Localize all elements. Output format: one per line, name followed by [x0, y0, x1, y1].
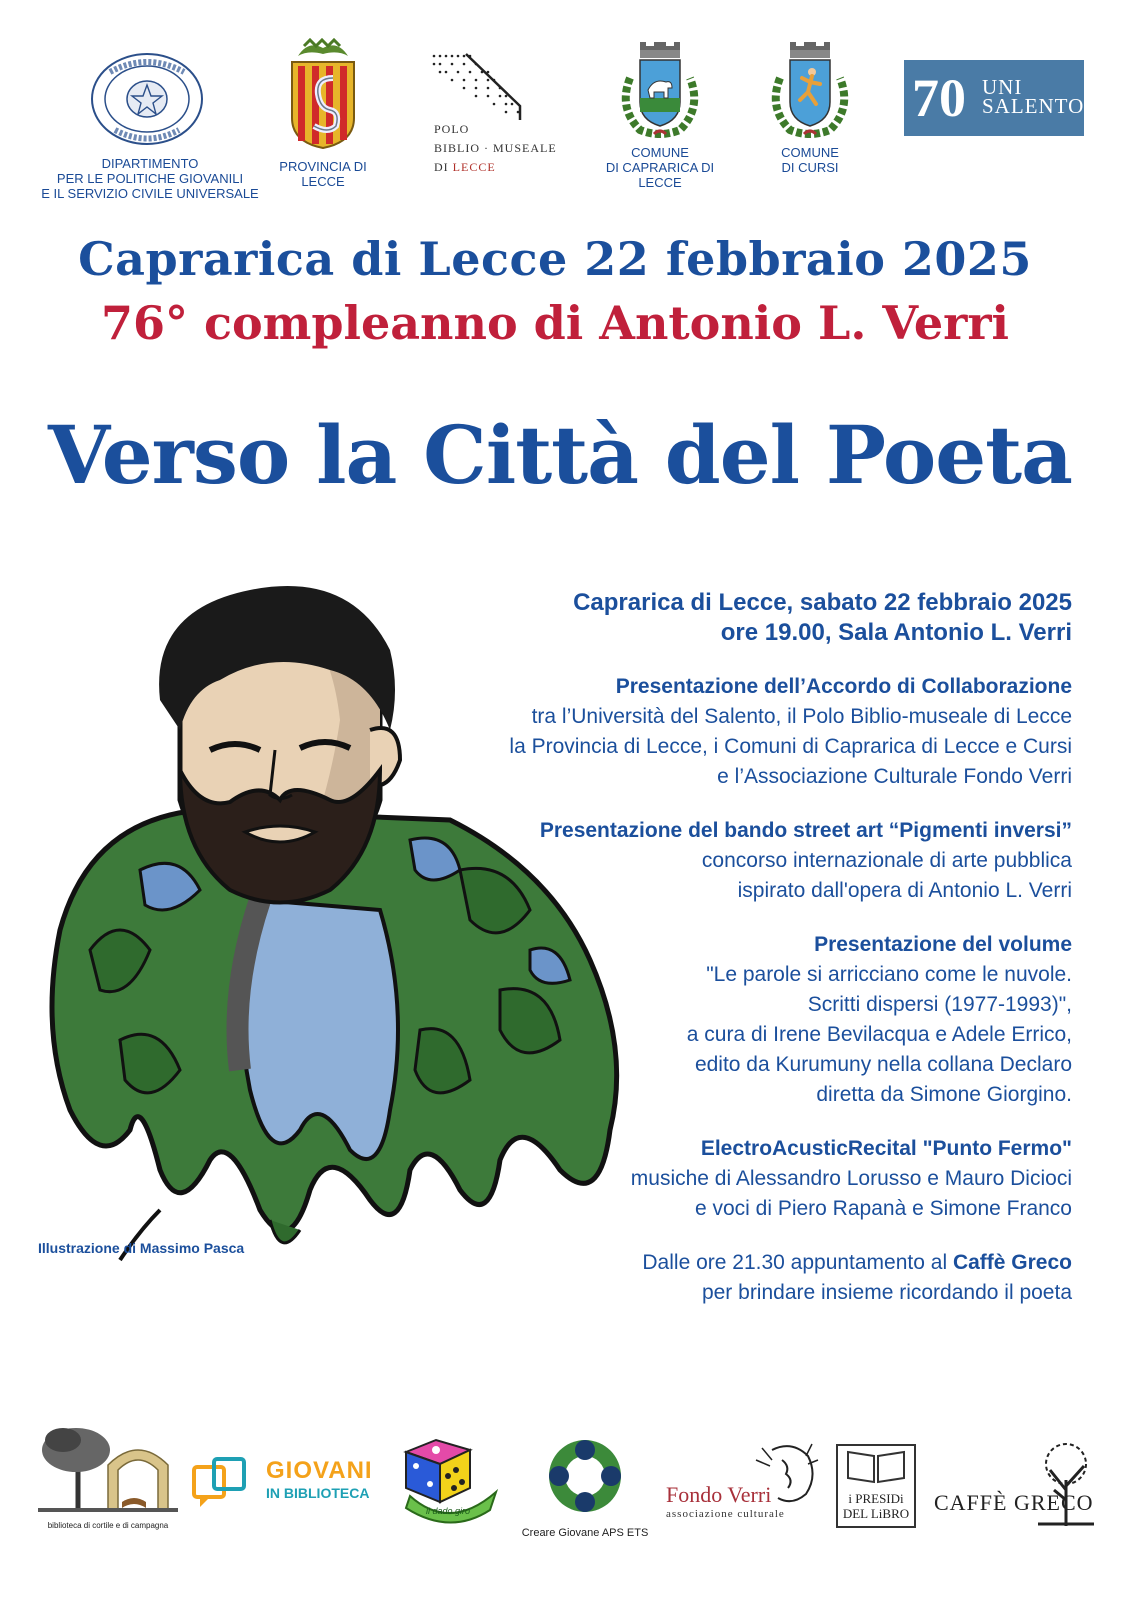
program-block-heading: Presentazione del bando street art “Pigmenti inversi”: [539, 819, 1072, 842]
polo-caption-3: DI LECCE: [434, 160, 496, 174]
closing-line-1: Dalle ore 21.30 appuntamento al Caffè Greco: [642, 1251, 1072, 1274]
presidenza-caption-2: PER LE POLITICHE GIOVANILI: [56, 171, 244, 186]
book-icon: [838, 1446, 914, 1486]
logo-provincia-lecce: [258, 38, 388, 189]
dado-caption: il dado giro: [426, 1506, 471, 1516]
presidi-line-2: DEL LiBRO: [842, 1506, 910, 1521]
logo-presidi-del-libro: [836, 1444, 916, 1528]
polo-caption-2: BIBLIO · MUSEALE: [434, 141, 557, 155]
program-line: diretta da Simone Giorgino.: [816, 1083, 1072, 1106]
program-line: a cura di Irene Bevilacqua e Adele Errico,: [686, 1023, 1072, 1046]
logo-presidenza: [30, 52, 270, 201]
capr-caption-2: DI CAPRARICA DI LECCE: [605, 160, 715, 190]
cursi-caption-1: COMUNE: [781, 145, 839, 160]
program-line: la Provincia di Lecce, i Comuni di Caprarica di Lecce e Cursi: [509, 735, 1072, 758]
program-line: tra l’Università del Salento, il Polo Biblio-museale di Lecce: [531, 705, 1072, 728]
polo-caption-1: POLO: [434, 122, 470, 136]
cursi-caption-2: DI CURSI: [781, 160, 839, 175]
presidi-line-1: i PRESIDi: [848, 1491, 904, 1506]
program-line: edito da Kurumuny nella collana Declaro: [694, 1053, 1072, 1076]
program-block-volume: [412, 930, 1072, 1110]
logo-il-dado-giro: [396, 1436, 504, 1526]
logo-unisalento: [904, 60, 1084, 136]
capr-caption-1: COMUNE: [631, 145, 689, 160]
creare-caption: Creare Giovane APS ETS: [521, 1527, 649, 1539]
logo-comune-caprarica: [585, 38, 735, 190]
program-block-accordo: [412, 672, 1072, 792]
biblioteca-caption: biblioteca di cortile e di campagna: [47, 1521, 169, 1530]
logo-comune-cursi: [760, 38, 860, 175]
caprarica-crest-icon: [610, 38, 710, 140]
top-logo-bar: [0, 0, 1130, 200]
unisalento-line-2: SALENTO: [982, 94, 1085, 118]
presidenza-caption-3: E IL SERVIZIO CIVILE UNIVERSALE: [41, 186, 259, 201]
unisalento-line-1: UNI: [982, 75, 1023, 99]
fondo-verri-name: Fondo Verri: [666, 1482, 772, 1507]
program-line: musiche di Alessandro Lorusso e Mauro Dicioci: [630, 1167, 1072, 1190]
fondo-verri-sub: associazione culturale: [666, 1508, 785, 1520]
program-line: "Le parole si arricciano come le nuvole.: [706, 963, 1072, 986]
program-line: ispirato dall'opera di Antonio L. Verri: [737, 879, 1072, 902]
provincia-caption: PROVINCIA DI LECCE: [279, 159, 367, 189]
caffe-greco-caption: CAFFÈ GRECO: [934, 1490, 1094, 1515]
program-line: concorso internazionale di arte pubblica: [701, 849, 1072, 872]
logo-biblioteca-cortile: [38, 1410, 178, 1528]
chat-bubbles-icon: [190, 1455, 254, 1515]
presidenza-seal-icon: [30, 52, 270, 147]
polo-dots-icon: [430, 48, 530, 122]
program-block-recital: [412, 1134, 1072, 1224]
closing-line-2: per brindare insieme ricordando il poeta: [701, 1281, 1072, 1304]
program-lead-2: ore 19.00, Sala Antonio L. Verri: [720, 619, 1072, 646]
program-block-bando: [412, 816, 1072, 906]
program-lead-1: Caprarica di Lecce, sabato 22 febbraio 2025: [573, 589, 1072, 616]
logo-fondo-verri: [662, 1440, 830, 1530]
event-program: [412, 588, 1072, 1308]
unisalento-anniversary: 70: [912, 68, 966, 128]
program-line: e l’Associazione Culturale Fondo Verri: [717, 765, 1072, 788]
caffe-greco-name: Caffè Greco: [952, 1251, 1072, 1274]
logo-giovani-in-biblioteca: [190, 1455, 373, 1515]
event-date-heading: Caprarica di Lecce 22 febbraio 2025: [78, 232, 1032, 286]
program-closing: [412, 1248, 1072, 1308]
presidenza-caption-1: DIPARTIMENTO: [101, 156, 199, 171]
provincia-coat-of-arms-icon: [258, 38, 388, 150]
program-block-heading: ElectroAcusticRecital "Punto Fermo": [700, 1137, 1072, 1160]
program-line: e voci di Piero Rapanà e Simone Franco: [694, 1197, 1072, 1220]
giovani-word: GIOVANI: [266, 1457, 373, 1484]
logo-polo-biblio-museale: [430, 48, 570, 177]
birthday-heading: 76° compleanno di Antonio L. Verri: [100, 296, 1010, 350]
page-title: Verso la Città del Poeta: [48, 408, 1072, 502]
in-biblioteca-word: IN BIBLIOTECA: [266, 1485, 370, 1501]
logo-creare-giovane: [512, 1436, 658, 1539]
illustration-credit: Illustrazione di Massimo Pasca: [38, 1240, 245, 1256]
program-line: Scritti dispersi (1977-1993)",: [807, 993, 1072, 1016]
program-block-heading: Presentazione del volume: [814, 933, 1072, 956]
partner-logo-bar: [0, 1400, 1130, 1550]
creare-circles-icon: [512, 1436, 658, 1516]
program-block-heading: Presentazione dell’Accordo di Collaborazione: [615, 675, 1072, 698]
logo-caffe-greco: [930, 1440, 1100, 1530]
tree-arch-icon: [38, 1410, 178, 1516]
cursi-crest-icon: [760, 38, 860, 140]
